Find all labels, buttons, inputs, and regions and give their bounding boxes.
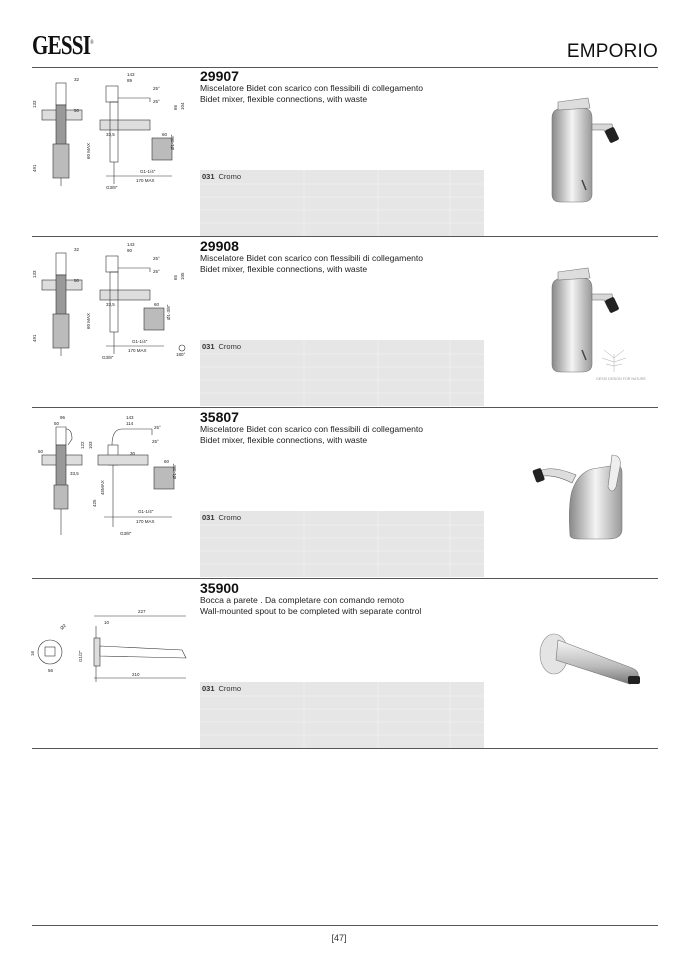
svg-text:491: 491 <box>32 334 37 342</box>
svg-text:G1/2": G1/2" <box>78 650 83 662</box>
svg-text:30: 30 <box>130 451 136 456</box>
svg-text:105: 105 <box>180 272 185 280</box>
svg-text:60 MAX: 60 MAX <box>86 312 91 329</box>
description-english: Bidet mixer, flexible connections, with waste <box>200 264 368 274</box>
svg-text:170 MAX: 170 MAX <box>128 348 147 353</box>
svg-text:25°: 25° <box>153 269 160 274</box>
technical-drawing <box>32 586 192 757</box>
svg-text:25°: 25° <box>153 256 160 261</box>
page-number: [47] <box>331 933 347 943</box>
product-photo <box>512 254 658 404</box>
svg-text:Ø1-3/8": Ø1-3/8" <box>166 304 171 320</box>
svg-text:50: 50 <box>38 449 44 454</box>
product-row <box>32 409 658 586</box>
product-row <box>32 238 658 415</box>
divider <box>32 748 658 749</box>
leaf-icon <box>602 350 626 372</box>
product-photo <box>512 425 658 575</box>
svg-text:50: 50 <box>74 108 80 113</box>
svg-text:10: 10 <box>104 620 110 625</box>
product-description <box>200 83 423 105</box>
technical-drawing <box>32 244 192 415</box>
svg-text:170 MAX: 170 MAX <box>136 178 155 183</box>
description-english: Bidet mixer, flexible connections, with waste <box>200 94 368 104</box>
svg-text:33,5: 33,5 <box>106 302 115 307</box>
svg-text:25°: 25° <box>153 99 160 104</box>
svg-text:56: 56 <box>48 668 54 673</box>
svg-text:45MAX: 45MAX <box>100 480 105 495</box>
svg-text:65: 65 <box>173 274 178 280</box>
brand-logo: GESSI® <box>32 30 93 60</box>
svg-text:425: 425 <box>92 499 97 507</box>
svg-text:227: 227 <box>138 609 146 614</box>
svg-text:170 MAX: 170 MAX <box>136 519 155 524</box>
description-italian: Miscelatore Bidet con scarico con flessibili di collegamento <box>200 83 424 93</box>
finish-label: 031 Cromo <box>202 342 242 351</box>
technical-drawing <box>32 74 192 245</box>
product-photo <box>512 84 658 234</box>
product-code: 29907 <box>200 68 239 84</box>
divider <box>32 236 658 237</box>
svg-text:G1-1/4": G1-1/4" <box>140 169 156 174</box>
product-code: 35807 <box>200 409 239 425</box>
svg-text:G1-1/4": G1-1/4" <box>138 509 154 514</box>
svg-text:133: 133 <box>32 100 37 108</box>
nature-caption: GESSI DESIGN FOR NATURE <box>596 377 646 381</box>
svg-text:32: 32 <box>74 77 80 82</box>
svg-text:25°: 25° <box>154 425 161 430</box>
description-italian: Bocca a parete . Da completare con comando remoto <box>200 595 404 605</box>
description-english: Wall-mounted spout to be completed with separate control <box>200 606 422 616</box>
description-italian: Miscelatore Bidet con scarico con flessibili di collegamento <box>200 253 424 263</box>
svg-text:60: 60 <box>164 459 170 464</box>
svg-text:143: 143 <box>127 242 135 247</box>
svg-text:143: 143 <box>126 415 134 420</box>
finish-grid <box>200 340 484 406</box>
svg-text:50: 50 <box>54 421 60 426</box>
product-photo <box>512 596 658 746</box>
svg-text:33,5: 33,5 <box>106 132 115 137</box>
svg-text:50: 50 <box>74 278 80 283</box>
finish-table <box>200 170 484 236</box>
svg-text:143: 143 <box>127 72 135 77</box>
svg-text:491: 491 <box>32 164 37 172</box>
svg-text:G3/8": G3/8" <box>102 355 114 360</box>
svg-text:60: 60 <box>162 132 168 137</box>
finish-label: 031 Cromo <box>202 172 242 181</box>
svg-text:90: 90 <box>127 248 133 253</box>
finish-label: 031 Cromo <box>202 684 242 693</box>
description-italian: Miscelatore Bidet con scarico con flessibili di collegamento <box>200 424 424 434</box>
svg-text:G3/8": G3/8" <box>106 185 118 190</box>
product-code: 35900 <box>200 580 239 596</box>
svg-text:104: 104 <box>180 102 185 110</box>
svg-text:25°: 25° <box>152 439 159 444</box>
svg-text:103: 103 <box>88 441 93 449</box>
finish-grid <box>200 682 484 748</box>
product-description <box>200 253 423 275</box>
svg-text:Ø1-3/8": Ø1-3/8" <box>170 134 175 150</box>
svg-text:180°: 180° <box>176 352 186 357</box>
svg-text:210: 210 <box>132 672 140 677</box>
product-row <box>30 580 658 757</box>
svg-text:60 MAX: 60 MAX <box>86 142 91 159</box>
technical-drawing <box>32 415 192 586</box>
finish-table <box>200 511 484 577</box>
finish-grid <box>200 170 484 236</box>
svg-text:16: 16 <box>30 650 35 656</box>
finish-grid <box>200 511 484 577</box>
svg-text:122: 122 <box>80 441 85 449</box>
svg-text:89: 89 <box>127 78 133 83</box>
description-english: Bidet mixer, flexible connections, with waste <box>200 435 368 445</box>
svg-text:133: 133 <box>32 270 37 278</box>
svg-text:25°: 25° <box>153 86 160 91</box>
product-code: 29908 <box>200 238 239 254</box>
svg-text:114: 114 <box>126 421 134 426</box>
divider <box>32 67 658 68</box>
footer-divider <box>32 925 658 926</box>
product-description <box>200 595 421 617</box>
svg-text:Ø2: Ø2 <box>59 622 67 631</box>
finish-label: 031 Cromo <box>202 513 242 522</box>
svg-text:Ø1-3/8": Ø1-3/8" <box>172 463 177 479</box>
svg-text:96: 96 <box>60 415 66 420</box>
svg-text:60: 60 <box>154 302 160 307</box>
svg-text:32: 32 <box>74 247 80 252</box>
divider <box>32 407 658 408</box>
collection-title: EMPORIO <box>566 41 658 62</box>
product-description <box>200 424 423 446</box>
svg-text:33,5: 33,5 <box>70 471 79 476</box>
finish-table <box>200 682 484 748</box>
svg-text:G1-1/4": G1-1/4" <box>132 339 148 344</box>
finish-table <box>200 340 484 406</box>
svg-text:G3/8": G3/8" <box>120 531 132 536</box>
divider <box>32 578 658 579</box>
svg-text:66: 66 <box>173 104 178 110</box>
product-row <box>32 68 658 245</box>
